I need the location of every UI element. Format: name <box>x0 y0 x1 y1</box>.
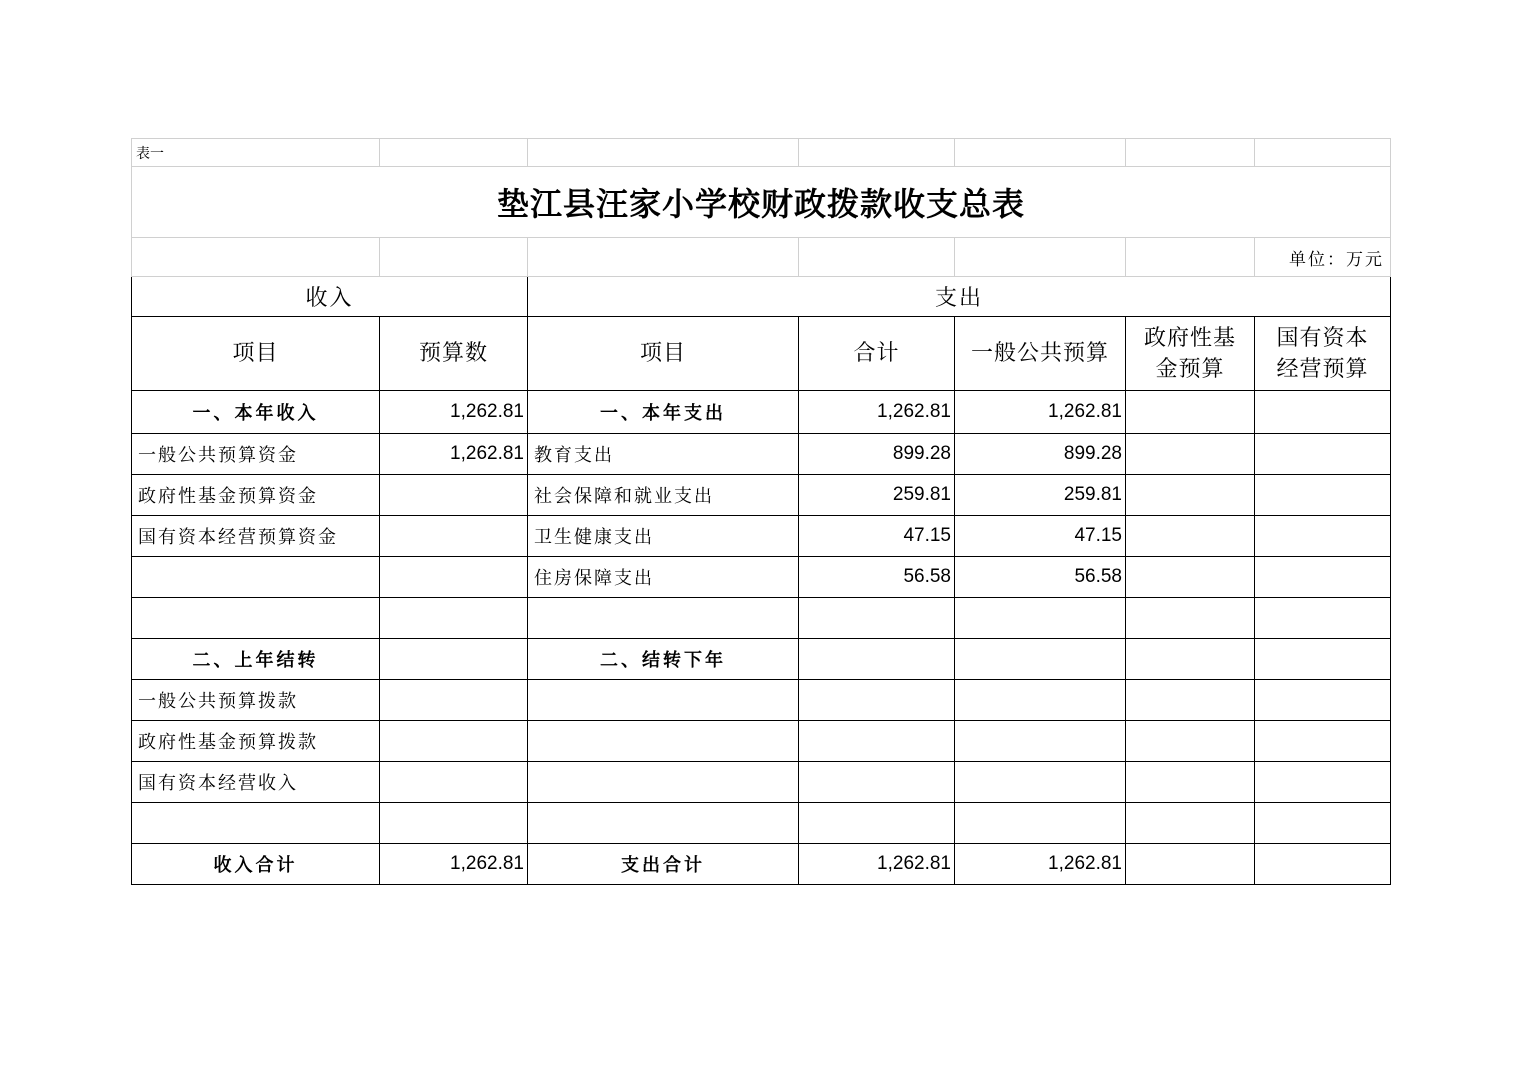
income-item-cell[interactable]: 国有资本经营收入 <box>132 762 380 803</box>
header-expense-item[interactable]: 项目 <box>528 317 799 391</box>
income-item-cell[interactable] <box>132 598 380 639</box>
income-budget-cell[interactable] <box>380 803 528 844</box>
expense-item-cell[interactable] <box>528 721 799 762</box>
table-row <box>132 680 1391 721</box>
total-cell[interactable]: 1,262.81 <box>799 391 955 434</box>
total-cell[interactable]: 259.81 <box>799 475 955 516</box>
income-item-cell[interactable] <box>132 803 380 844</box>
income-budget-cell[interactable] <box>380 762 528 803</box>
total-cell[interactable]: 899.28 <box>799 434 955 475</box>
gov-fund-cell[interactable] <box>1126 639 1255 680</box>
expense-item-cell[interactable]: 二、结转下年 <box>528 639 799 680</box>
table-row <box>132 475 1391 516</box>
income-item-cell[interactable]: 二、上年结转 <box>132 639 380 680</box>
unit-row <box>132 238 1391 277</box>
income-item-cell[interactable]: 一般公共预算拨款 <box>132 680 380 721</box>
income-item-cell[interactable]: 国有资本经营预算资金 <box>132 516 380 557</box>
general-public-cell[interactable]: 47.15 <box>955 516 1126 557</box>
gov-fund-cell[interactable] <box>1126 434 1255 475</box>
state-capital-cell[interactable] <box>1255 844 1391 885</box>
page-title[interactable]: 垫江县汪家小学校财政拨款收支总表 <box>132 167 1391 238</box>
table-row <box>132 762 1391 803</box>
column-header-row <box>132 317 1391 391</box>
total-cell[interactable] <box>799 639 955 680</box>
income-budget-cell[interactable]: 1,262.81 <box>380 844 528 885</box>
grid-cell[interactable] <box>528 238 799 277</box>
gov-fund-cell[interactable] <box>1126 803 1255 844</box>
grid-cell[interactable] <box>528 139 799 167</box>
expense-item-cell[interactable]: 教育支出 <box>528 434 799 475</box>
state-capital-cell[interactable] <box>1255 516 1391 557</box>
income-budget-cell[interactable] <box>380 516 528 557</box>
table-row <box>132 391 1391 434</box>
header-income-item[interactable]: 项目 <box>132 317 380 391</box>
expense-item-cell[interactable]: 卫生健康支出 <box>528 516 799 557</box>
header-general-public-budget[interactable]: 一般公共预算 <box>955 317 1126 391</box>
grid-cell[interactable] <box>799 139 955 167</box>
title-row <box>132 167 1391 238</box>
total-cell[interactable] <box>799 762 955 803</box>
gov-fund-cell[interactable] <box>1126 557 1255 598</box>
grid-cell[interactable] <box>799 238 955 277</box>
income-budget-cell[interactable] <box>380 557 528 598</box>
expense-item-cell[interactable]: 支出合计 <box>528 844 799 885</box>
general-public-cell[interactable] <box>955 762 1126 803</box>
gov-fund-cell[interactable] <box>1126 598 1255 639</box>
grid-cell[interactable] <box>1126 238 1255 277</box>
income-item-cell[interactable]: 政府性基金预算拨款 <box>132 721 380 762</box>
gov-fund-cell[interactable] <box>1126 475 1255 516</box>
header-total[interactable]: 合计 <box>799 317 955 391</box>
general-public-cell[interactable]: 56.58 <box>955 557 1126 598</box>
grid-cell[interactable] <box>1255 139 1391 167</box>
income-item-cell[interactable] <box>132 557 380 598</box>
table-row <box>132 598 1391 639</box>
expense-item-cell[interactable] <box>528 803 799 844</box>
expense-item-cell[interactable]: 社会保障和就业支出 <box>528 475 799 516</box>
header-income-budget[interactable]: 预算数 <box>380 317 528 391</box>
state-capital-cell[interactable] <box>1255 721 1391 762</box>
gov-fund-cell[interactable] <box>1126 762 1255 803</box>
grid-cell[interactable] <box>1126 139 1255 167</box>
grid-cell[interactable] <box>380 238 528 277</box>
income-group-header[interactable]: 收入 <box>132 277 528 317</box>
grid-cell[interactable] <box>955 139 1126 167</box>
caption-row <box>132 139 1391 167</box>
income-item-cell[interactable]: 政府性基金预算资金 <box>132 475 380 516</box>
fiscal-summary-table <box>131 138 1391 885</box>
state-capital-cell[interactable] <box>1255 475 1391 516</box>
income-budget-cell[interactable] <box>380 639 528 680</box>
general-public-cell[interactable] <box>955 721 1126 762</box>
total-cell[interactable] <box>799 680 955 721</box>
state-capital-cell[interactable] <box>1255 680 1391 721</box>
total-cell[interactable] <box>799 803 955 844</box>
unit-label[interactable]: 单位：万元 <box>1255 238 1391 277</box>
state-capital-cell[interactable] <box>1255 598 1391 639</box>
income-budget-cell[interactable] <box>380 721 528 762</box>
group-header-row <box>132 277 1391 317</box>
total-cell[interactable]: 47.15 <box>799 516 955 557</box>
total-cell[interactable]: 56.58 <box>799 557 955 598</box>
expense-item-cell[interactable] <box>528 598 799 639</box>
general-public-cell[interactable]: 899.28 <box>955 434 1126 475</box>
state-capital-cell[interactable] <box>1255 803 1391 844</box>
header-state-capital-budget[interactable]: 国有资本经营预算 <box>1255 317 1391 391</box>
gov-fund-cell[interactable] <box>1126 721 1255 762</box>
general-public-cell[interactable] <box>955 598 1126 639</box>
header-gov-fund-budget[interactable]: 政府性基金预算 <box>1126 317 1255 391</box>
table-caption[interactable]: 表一 <box>132 139 380 167</box>
income-budget-cell[interactable] <box>380 475 528 516</box>
general-public-cell[interactable] <box>955 639 1126 680</box>
income-budget-cell[interactable]: 1,262.81 <box>380 391 528 434</box>
income-budget-cell[interactable]: 1,262.81 <box>380 434 528 475</box>
table-row <box>132 844 1391 885</box>
income-item-cell[interactable]: 一、本年收入 <box>132 391 380 434</box>
general-public-cell[interactable] <box>955 803 1126 844</box>
expense-item-cell[interactable]: 住房保障支出 <box>528 557 799 598</box>
gov-fund-cell[interactable] <box>1126 516 1255 557</box>
total-cell[interactable] <box>799 598 955 639</box>
grid-cell[interactable] <box>380 139 528 167</box>
table-row <box>132 557 1391 598</box>
income-budget-cell[interactable] <box>380 680 528 721</box>
grid-cell[interactable] <box>955 238 1126 277</box>
income-item-cell[interactable]: 收入合计 <box>132 844 380 885</box>
expense-group-header[interactable]: 支出 <box>528 277 1391 317</box>
total-cell[interactable]: 1,262.81 <box>799 844 955 885</box>
gov-fund-cell[interactable] <box>1126 844 1255 885</box>
income-item-cell[interactable]: 一般公共预算资金 <box>132 434 380 475</box>
total-cell[interactable] <box>799 721 955 762</box>
gov-fund-cell[interactable] <box>1126 680 1255 721</box>
gov-fund-cell[interactable] <box>1126 391 1255 434</box>
state-capital-cell[interactable] <box>1255 557 1391 598</box>
general-public-cell[interactable]: 259.81 <box>955 475 1126 516</box>
state-capital-cell[interactable] <box>1255 639 1391 680</box>
table-row <box>132 434 1391 475</box>
expense-item-cell[interactable] <box>528 762 799 803</box>
table-row <box>132 803 1391 844</box>
general-public-cell[interactable] <box>955 680 1126 721</box>
state-capital-cell[interactable] <box>1255 391 1391 434</box>
table-row <box>132 516 1391 557</box>
state-capital-cell[interactable] <box>1255 434 1391 475</box>
table-body <box>132 391 1391 885</box>
grid-cell[interactable] <box>132 238 380 277</box>
table-row <box>132 721 1391 762</box>
general-public-cell[interactable]: 1,262.81 <box>955 391 1126 434</box>
expense-item-cell[interactable]: 一、本年支出 <box>528 391 799 434</box>
state-capital-cell[interactable] <box>1255 762 1391 803</box>
general-public-cell[interactable]: 1,262.81 <box>955 844 1126 885</box>
table-row <box>132 639 1391 680</box>
income-budget-cell[interactable] <box>380 598 528 639</box>
spreadsheet-sheet <box>131 138 1390 885</box>
expense-item-cell[interactable] <box>528 680 799 721</box>
